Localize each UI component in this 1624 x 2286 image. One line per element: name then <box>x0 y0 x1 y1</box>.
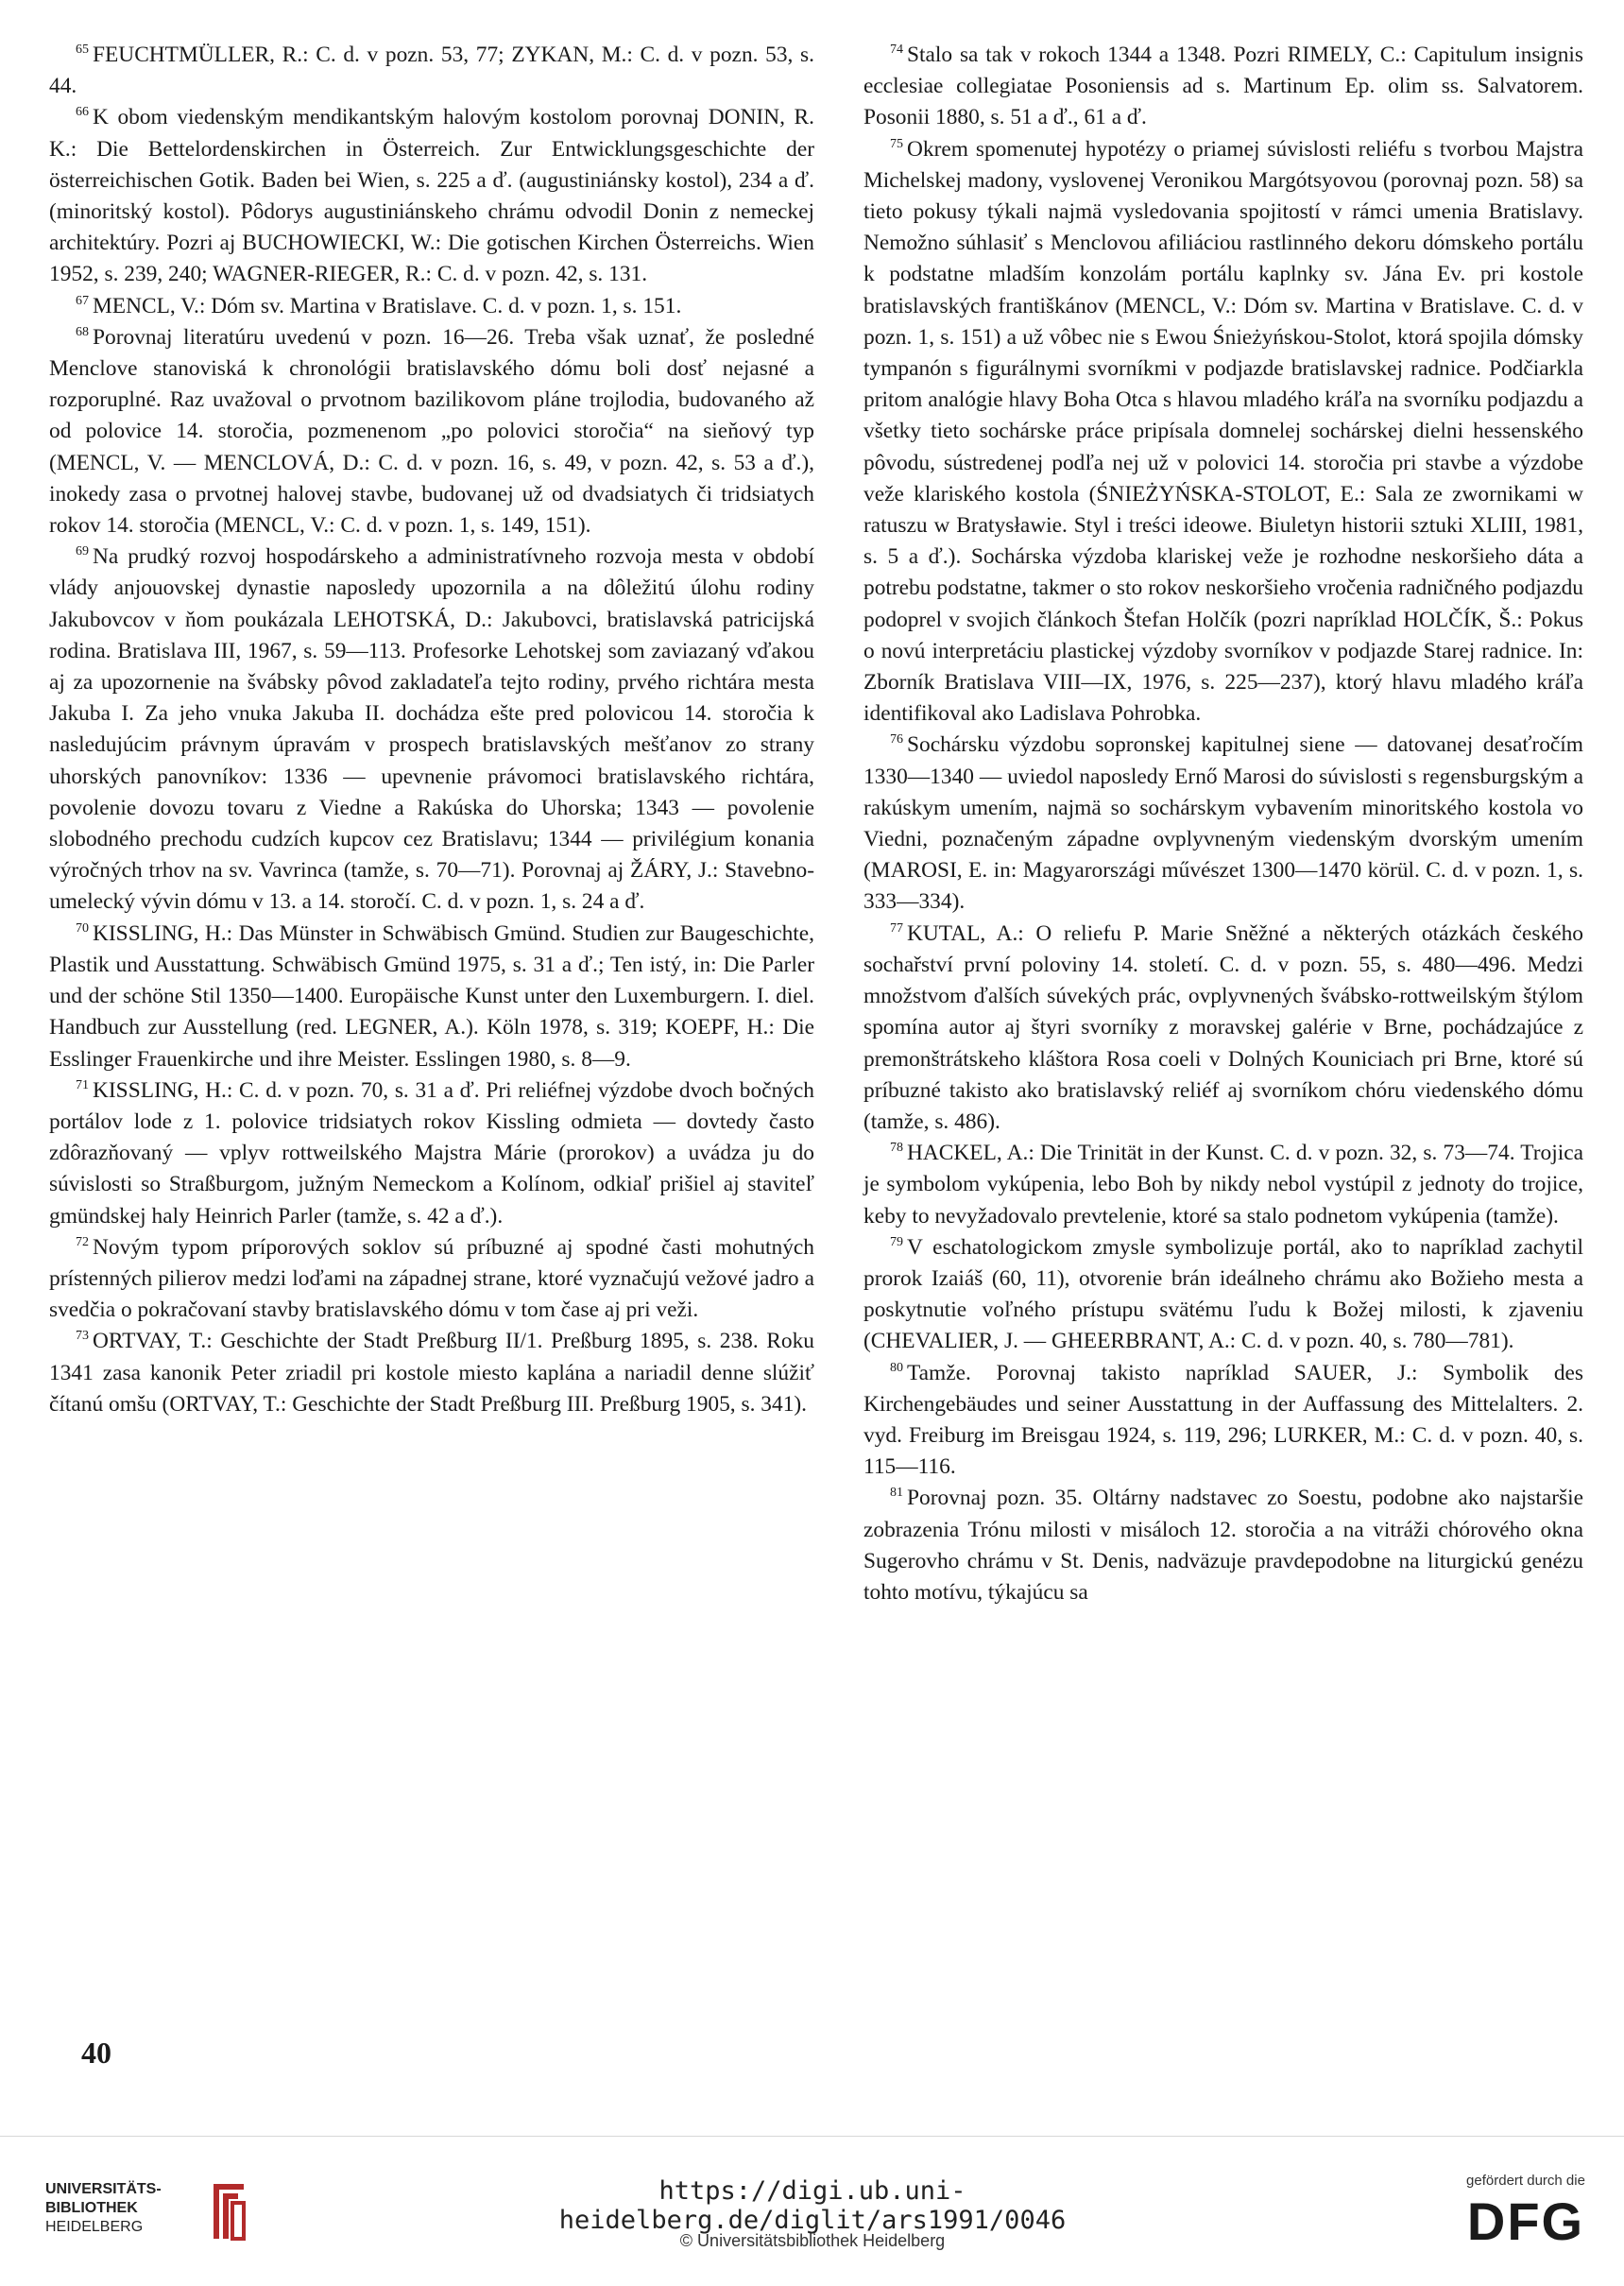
footnote: $^{73}$ ORTVAY, T.: Geschichte der Stadt Preßburg II/1. Preßburg 1895, s. 238. Roku 1341 zasa kanonik Peter zriadil pri kostole miesto kaplána a nariadil denne slúžiť čítanú omšu (ORTVAY, T.: Geschichte der Stadt Preßburg III. Preßburg 1905, s. 341). <box>49 1329 814 1417</box>
copyright-notice: © Universitätsbibliothek Heidelberg <box>679 2231 946 2250</box>
footnote: $^{78}$ HACKEL, A.: Die Trinität in der Kunst. C. d. v pozn. 32, s. 73—74. Trojica je symbolom vykúpenia, lebo Boh by nikdy nebol vystúpil z jednoty do trojice, keby to nevyžadovalo prevtelenie, ktoré sa stalo podnetom vykúpenia (tamže). <box>863 1141 1583 1229</box>
footnote: $^{70}$ KISSLING, H.: Das Münster in Schwäbisch Gmünd. Studien zur Baugeschichte, Plastik und Ausstattung. Schwäbisch Gmünd 1975, s. 31 a ď.; Ten istý, in: Die Parler und der schöne Stil 1350—1400. Europäische Kunst unter den Luxemburgern. I. diel. Handbuch zur Ausstellung (red. LEGNER, A.). Köln 1978, s. 319; KOEPF, H.: Die Esslinger Frauenkirche und ihre Meister. Esslingen 1980, s. 8—9. <box>49 920 814 1072</box>
footnote: $^{77}$ KUTAL, A.: O reliefu P. Marie Sněžné a některých otázkách českého sochařství první poloviny 14. století. C. d. v pozn. 55, s. 480—496. Medzi množstvom ďalších súvekých prác, ovplyvnených švábsko-rottweilským štýlom spomína autor aj štyri svorníky z moravskej galérie v Brne, pochádzajúce z premonštrátskeho kláštora Rosa coeli v Dolných Kouniciach pri Brne, ktoré sú príbuzné takisto ako bratislavský reliéf aj svorníkom chóru viedenského dómu (tamže, s. 486). <box>863 920 1583 1134</box>
ub-heidelberg-logo[interactable] <box>45 2180 234 2246</box>
footnotes-right-column <box>863 40 1583 1608</box>
footnote: $^{76}$ Sochársku výzdobu sopronskej kapitulnej siene — datovanej desaťročím 1330—1340 — uviedol naposledy Ernő Marosi do súvislosti s regensburgským a rakúskym umením, najmä so sochárskym vybavením minoritského kostola vo Viedni, poznačeným západne ovplyvneným viedenským dvorským umením (MAROSI, E. in: Magyarországi művészet 1300—1470 körül. C. d. v pozn. 1, s. 333—334). <box>863 732 1583 915</box>
footnote: $^{72}$ Novým typom príporových soklov sú príbuzné aj spodné časti mohutných prístenných pilierov medzi loďami na západnej strane, ktoré vyznačujú vežové jadro a svedčia o pokračovaní stavby bratislavského dómu v tom čase aj pri veži. <box>49 1234 814 1323</box>
footnote: $^{71}$ KISSLING, H.: C. d. v pozn. 70, s. 31 a ď. Pri reliéfnej výzdobe dvoch bočných portálov lode z 1. polovice tridsiatych rokov Kissling odmieta — dovtedy často zdôrazňovaný — vplyv rottweilského Majstra Márie (prorokov) a uvádza ju do súvislosti so Straßburgom, južným Nemeckom a Kolínom, odkiaľ prišiel aj staviteľ gmündskej haly Heinrich Parler (tamže, s. 42 a ď.). <box>49 1077 814 1229</box>
footnote: $^{66}$ K obom viedenským mendikantským halovým kostolom porovnaj DONIN, R. K.: Die Bettelordenskirchen in Österreich. Zur Entwicklungsgeschichte der österreichischen Gotik. Baden bei Wien, s. 225 a ď. (augustiniánsky kostol), 234 a ď. (minoritský kostol). Pôdorys augustiniánskeho chrámu odvodil Donin z nemeckej architektúry. Pozri aj BUCHOWIECKI, W.: Die gotischen Kirchen Österreichs. Wien 1952, s. 239, 240; WAGNER-RIEGER, R.: C. d. v pozn. 42, s. 131. <box>49 105 814 287</box>
footnotes-left-column <box>49 40 814 1420</box>
svg-text:DFG: DFG <box>1466 2192 1585 2247</box>
footnote: $^{79}$ V eschatologickom zmysle symbolizuje portál, ako to napríklad zachytil prorok Izaiáš (60, 11), otvorenie brán ideálneho chrámu ako Božieho mesta a poskytnutie voľného prístupu svätému ľudu k Božej milosti, k zjaveniu (CHEVALIER, J. — GHEERBRANT, A.: C. d. v pozn. 40, s. 780—781). <box>863 1234 1583 1354</box>
footnote: $^{80}$ Tamže. Porovnaj takisto napríklad SAUER, J.: Symbolik des Kirchengebäudes und seiner Ausstattung in der Auffassung des Mittelalters. 2. vyd. Freiburg im Breisgau 1924, s. 119, 296; LURKER, M.: C. d. v pozn. 40, s. 115—116. <box>863 1360 1583 1480</box>
footnote: $^{67}$ MENCL, V.: Dóm sv. Martina v Bratislave. C. d. v pozn. 1, s. 151. <box>76 293 682 318</box>
dfg-logo-icon <box>1455 2192 1597 2247</box>
footnote: $^{75}$ Okrem spomenutej hypotézy o priamej súvislosti reliéfu s tvorbou Majstra Michelskej madony, vyslovenej Veronikou Margótsyovou (porovnaj pozn. 58) sa tieto pokusy týkali najmä vysledovania spojitostí v rámci umenia Bratislavy. Nemožno súhlasiť s Menclovou afiliáciou rastlinného dekoru dómskeho portálu k podstatne mladším konzolám portálu kaplnky sv. Jána Ev. pri kostole bratislavských františkánov (MENCL, V.: Dóm sv. Martina v Bratislave. C. d. v pozn. 1, s. 151) a už vôbec nie s Ewou Śnieżyńskou-Stolot, ktorá spojila dómsky tympanón s figurálnymi svorníkmi v podjazde bratislavskej radnice. Podčiarkla pritom analógie hlavy Boha Otca s hlavou mladého kráľa na svorníku podjazdu a všetky tieto sochárske práce pripísala domnelej sochárskej dielni hessenského pôvodu, sústredenej podľa nej už v polovici 14. storočia pri stavbe a výzdobe veže klariského kostola (ŚNIEŻYŃSKA-STOLOT, E.: Sala ze zwornikami w ratuszu w Bratysławie. Styl i treści ideowe. Biuletyn historii sztuki XLIII, 1981, s. 5 a ď.). Sochárska výzdoba klariskej veže je rozhodne neskoršieho dáta a potrebu podstatne, takmer o sto rokov neskoršieho vročenia radničného podjazdu podoprel v svojich článkoch Štefan Holčík (pozri napríklad HOLČÍK, Š.: Pokus o novú interpretáciu plastickej výzdoby svorníkov v podjazde Starej radnice. In: Zborník Bratislava VIII—IX, 1976, s. 225—237), ktorý hlavu mladého kráľa identifikoval ako Ladislava Pohrobka. <box>863 136 1583 727</box>
dfg-funding[interactable] <box>1455 2173 1597 2247</box>
footnote: $^{65}$ FEUCHTMÜLLER, R.: C. d. v pozn. 53, 77; ZYKAN, M.: C. d. v pozn. 53, s. 44. <box>49 43 814 99</box>
ub-emblem-icon <box>206 2180 249 2243</box>
footnote: $^{69}$ Na prudký rozvoj hospodárskeho a administratívneho rozvoja mesta v období vlády anjouovskej dynastie naposledy upozornila a na dôležitú úlohu rodiny Jakubovcov v ňom poukázala LEHOTSKÁ, D.: Jakubovci, bratislavská patricijská rodina. Bratislava III, 1967, s. 59—113. Profesorke Lehotskej som zaviazaný vďakou aj za upozornenie na švábsky pôvod zakladateľa tejto rodiny, prvého richtára mesta Jakuba I. Za jeho vnuka Jakuba II. dochádza ešte pred polovicou 14. storočia k nasledujúcim právnym úpravám v prospech bratislavských mešťanov zo strany uhorských panovníkov: 1336 — upevnenie právomoci bratislavského richtára, povolenie dovozu tovaru z Viedne a Rakúska do Uhorska; 1343 — povolenie slobodného prechodu cudzích kupcov cez Bratislavu; 1344 — privilégium konania výročných trhov na sv. Vavrinca (tamže, s. 70—71). Porovnaj aj ŽÁRY, J.: Stavebno-umelecký vývin dómu v 13. a 14. storočí. C. d. v pozn. 1, s. 24 a ď. <box>49 544 814 915</box>
page-number: 40 <box>81 2036 111 2070</box>
library-name-line1: UNIVERSITÄTS- <box>45 2181 162 2197</box>
funding-caption: gefördert durch die <box>1466 2173 1585 2189</box>
viewer-footer <box>0 2136 1624 2286</box>
footnote: $^{81}$ Porovnaj pozn. 35. Oltárny nadstavec zo Soestu, podobne ako najstaršie zobrazenia Trónu milosti v misáloch 12. storočia a na vitráži chórového okna Sugerovho chrámu v St. Denis, nadväzuje pravdepodobne na liturgickú genézu tohto motívu, týkajúcu sa <box>863 1486 1583 1605</box>
permalink-url[interactable]: https://digi.ub.uni-heidelberg.de/diglit/ars1991/0046 <box>558 2176 1067 2235</box>
library-name-line2: BIBLIOTHEK <box>45 2200 138 2216</box>
footnote: $^{74}$ Stalo sa tak v rokoch 1344 a 1348. Pozri RIMELY, C.: Capitulum insignis ecclesiae collegiatae Posoniensis ad s. Martinum Ep. olim ss. Salvatorem. Posonii 1880, s. 51 a ď., 61 a ď. <box>863 43 1583 130</box>
footnote: $^{68}$ Porovnaj literatúru uvedenú v pozn. 16—26. Treba však uznať, že posledné Menclove stanoviská k chronológii bratislavského dómu boli dosť nejasné a rozporuplné. Raz uvažoval o prvotnom bazilikovom pláne trojlodia, budovaného až od polovice 14. storočia, pozmenenom „po polovici storočia“ na sieňový typ (MENCL, V. — MENCLOVÁ, D.: C. d. v pozn. 16, s. 49, v pozn. 42, s. 53 a ď.), inokedy zasa o prvotnej halovej stavbe, budovanej už od dvadsiatych či tridsiatych rokov 14. storočia (MENCL, V.: C. d. v pozn. 1, s. 149, 151). <box>49 324 814 539</box>
library-name-line3: HEIDELBERG <box>45 2219 144 2235</box>
